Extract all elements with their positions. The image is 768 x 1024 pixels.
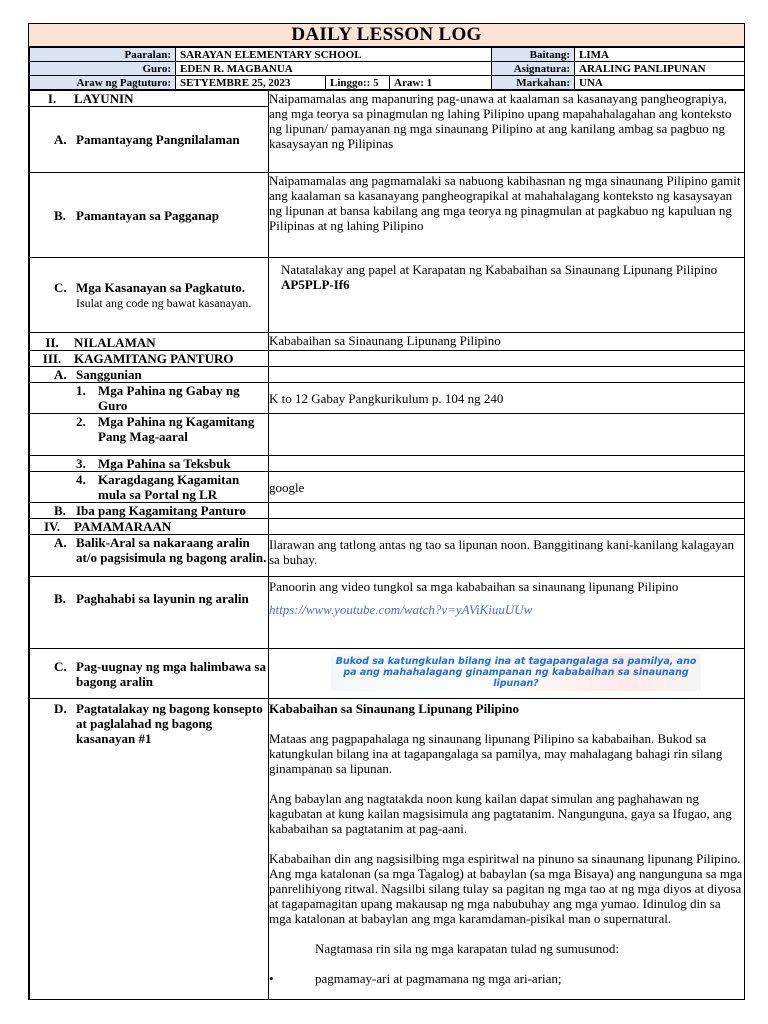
araw-label: Araw ng Pagtuturo: (30, 76, 176, 90)
pagtatalakay-label: Pagtatalakay ng bagong konsepto at paglalahad ng bagong kasanayan #1 (76, 701, 263, 746)
document-title: DAILY LESSON LOG (29, 24, 744, 47)
s4-label: Karagdagang Kagamitan mula sa Portal ng LR (98, 472, 240, 502)
guro-value: EDEN R. MAGBANUA (176, 62, 492, 76)
paaralan-label: Paaralan: (30, 48, 176, 62)
discussion-paragraph-4: Nagtamasa rin sila ng mga karapatan tulad ng sumusunod: (315, 941, 619, 956)
asignatura-value: ARALING PANLIPUNAN (575, 62, 746, 76)
araw-value: SETYEMBRE 25, 2023 (176, 76, 326, 90)
row-kagamitan (30, 351, 746, 367)
b-letter: B. (54, 207, 66, 223)
markahan-label: Markahan: (492, 76, 575, 90)
baitang-value: LIMA (575, 48, 746, 62)
question-banner-text: Bukod sa katungkulan bilang ina at tagapangalaga sa pamilya, ano pa ang mahahalagang ginampanan ng kababaihan sa sinaunang lipunan? (335, 656, 697, 689)
row-pd (30, 699, 746, 1001)
kasanayan-code: AP5PLP-If6 (281, 277, 350, 292)
video-link[interactable]: https://www.youtube.com/watch?v=yAViKiuuUUw (269, 602, 533, 617)
pamantayan-sa-pagganap-text: Naipamamalas ang pagmamalaki sa nabuong kabihasnan ng mga sinaunang Pilipino gamit ang kaalaman sa kasanayang pangheograpikal at mahahalagang konteksto ng kasaysayan ng lipunan at bansa kabilang ang mga teorya ng pinagmulan at pagkabuo ng kapuluan ng Pilipinas at ng lahing Pilipino (269, 173, 746, 258)
paaralan-value: SARAYAN ELEMENTARY SCHOOL (176, 48, 492, 62)
pa-letter: A. (54, 535, 67, 550)
s3-num: 3. (76, 456, 86, 471)
row-pamamaraan (30, 519, 746, 535)
kasanayan-label: Mga Kasanayan sa Pagkatuto. (76, 280, 246, 295)
pamantayan-sa-pagganap-label: Pamantayan sa Pagganap (76, 207, 220, 223)
row-s2 (30, 414, 746, 456)
layunin-num: I. (47, 91, 57, 106)
row-sanggunian (30, 367, 746, 383)
discussion-title: Kababaihan sa Sinaunang Lipunang Pilipino (269, 701, 520, 716)
row-b (30, 173, 746, 258)
pamantayang-pangnilalaman-text: Naipamamalas ang mapanuring pag-unawa at kaalaman sa kasanayang pangheograpiya, ang mga teorya sa pinagmulan ng lahing Pilipino upang mapahahalagahan ang konteksto ng lipunan/ pamayanan ng mga sinaunang Pilipino at ang kanilang ambag sa pagbuo ng kasaysayan ng Pilipinas (269, 91, 746, 173)
discussion-paragraph-3: Kababaihan din ang nagsisilbing mga espiritwal na pinuno sa sinaunang lipunang Pilipino. Ang mga katalonan (sa mga Tagalog) at babaylan (sa mga Bisaya) ang nangunguna sa mga panrelihiyong ritwal. Nagsilbi silang tulay sa pagitan ng mga tao at ng mga diyos at diyosa at tagapamagitan upang makausap ng mga nabubuhay ang mga yumao. Idinulog din sa mga katalonan at babaylan ang mga karamdaman-pisikal man o supernatural. (269, 851, 743, 926)
pamamaraan-label: PAMAMARAAN (74, 519, 172, 534)
pamamaraan-num: IV. (43, 519, 61, 534)
bullet-marker: • (269, 971, 274, 986)
kasanayan-sub: Isulat ang code ng bawat kasanayan. (76, 296, 252, 310)
s3-label: Mga Pahina sa Teksbuk (98, 456, 231, 471)
bullet-text: pagmamay-ari at pagmamana ng mga ari-arian; (315, 971, 562, 986)
paghahabi-text: Panoorin ang video tungkol sa mga kababaihan sa sinaunang lipunang Pilipino (269, 579, 679, 594)
iba-label: Iba pang Kagamitang Panturo (76, 503, 246, 518)
s4-num: 4. (76, 472, 86, 487)
balik-aral-label: Balik-Aral sa nakaraang aralin at/o pagsisimula ng bagong aralin. (76, 535, 267, 565)
discussion-paragraph-1: Mataas ang pagpapahalaga ng sinaunang lipunang Pilipino sa kababaihan. Bukod sa katungkulan bilang ina at tagapangalaga sa pamilya, may mahalagang bahagi rin silang ginampanan sa lipunan. (269, 731, 723, 776)
row-c (30, 258, 746, 333)
row-nilalaman (30, 333, 746, 351)
s4-text: google (269, 472, 746, 503)
paghahabi-label: Paghahabi sa layunin ng aralin (76, 591, 249, 606)
pamantayang-pangnilalaman-label: Pamantayang Pangnilalaman (76, 132, 240, 147)
row-pc (30, 649, 746, 699)
kagamitan-num: III. (42, 351, 62, 366)
discussion-bullet-item (269, 971, 745, 986)
row-layunin (30, 91, 746, 107)
row-iba (30, 503, 746, 519)
c-letter: C. (54, 280, 67, 295)
nilalaman-label: NILALAMAN (74, 335, 156, 350)
layunin-label: LAYUNIN (74, 91, 134, 106)
sanggunian-label: Sanggunian (76, 367, 142, 382)
markahan-value: UNA (575, 76, 746, 90)
row-pb (30, 577, 746, 649)
kagamitan-label: KAGAMITANG PANTURO (74, 351, 234, 366)
pag-uugnay-label: Pag-uugnay ng mga halimbawa sa bagong aralin (76, 658, 266, 689)
a-letter: A. (54, 132, 67, 147)
nilalaman-text: Kababaihan sa Sinaunang Lipunang Pilipino (269, 333, 746, 351)
row-s1 (30, 383, 746, 414)
balik-aral-text: Ilarawan ang tatlong antas ng tao sa lipunan noon. Banggitinang kani-kanilang kalagayan sa buhay. (269, 535, 746, 577)
sanggunian-letter: A. (54, 367, 67, 382)
iba-letter: B. (54, 503, 66, 518)
s2-label: Mga Pahina ng Kagamitang Pang Mag-aaral (98, 414, 255, 444)
s1-num: 1. (76, 383, 86, 398)
lesson-table (29, 90, 745, 1000)
row-pa (30, 535, 746, 577)
discussion-paragraph-2: Ang babaylan ang nagtatakda noon kung kailan dapat simulan ang paghahawan ng kagubatan at kung kailan magsisimula ang pagtatanim. Nangunguna, gaya sa Ifugao, ang kababaihan sa pagtatanim at pag-aani. (269, 791, 732, 836)
guro-label: Guro: (30, 62, 176, 76)
kasanayan-text: Natatalakay ang papel at Karapatan ng Kababaihan sa Sinaunang Lipunang Pilipino (281, 262, 718, 277)
s1-label: Mga Pahina ng Gabay ng Guro (98, 383, 240, 413)
asignatura-label: Asignatura: (492, 62, 575, 76)
question-banner-image (331, 653, 701, 691)
s1-text: K to 12 Gabay Pangkurikulum p. 104 ng 240 (269, 383, 746, 414)
s2-num: 2. (76, 414, 86, 429)
row-s3 (30, 456, 746, 472)
pb-letter: B. (54, 591, 66, 606)
linggo-value: Linggo:: 5 (326, 76, 390, 90)
pd-letter: D. (54, 701, 67, 716)
lesson-log-sheet (28, 23, 745, 1000)
header-info-table (29, 47, 745, 90)
araw-num-value: Araw: 1 (390, 76, 492, 90)
baitang-label: Baitang: (492, 48, 575, 62)
row-s4 (30, 472, 746, 503)
nilalaman-num: II. (45, 335, 59, 350)
pc-letter: C. (54, 658, 67, 674)
